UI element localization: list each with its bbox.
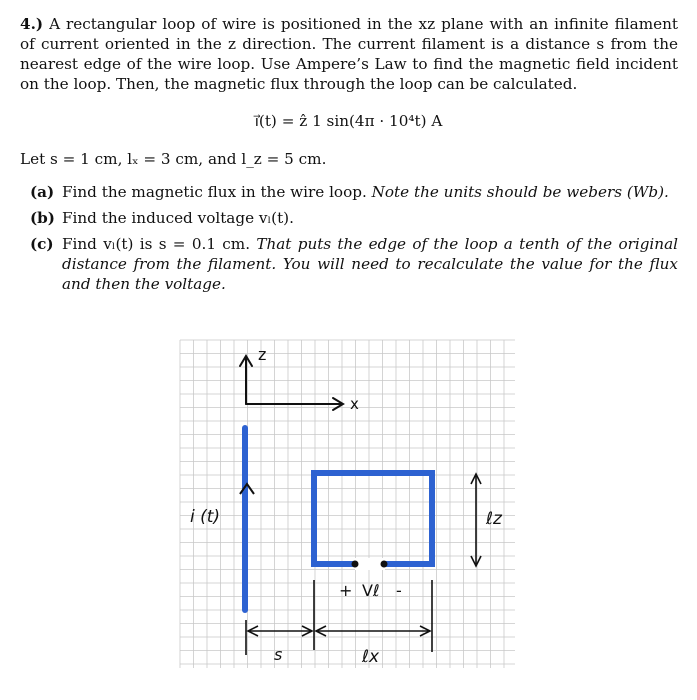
part-note: That puts the edge of the loop a tenth of the original distance from the filament. You will need to recalculate the value for the flux and then the voltage. (62, 235, 678, 293)
graph-paper-grid (180, 340, 515, 668)
problem-number: 4.) (20, 15, 44, 33)
terminal-left (352, 561, 359, 568)
wire-loop (314, 473, 432, 564)
lx-label: ℓx (362, 647, 380, 667)
current-label: i (t) (190, 507, 221, 527)
x-axis-label: x (350, 395, 359, 413)
problem-text: A rectangular loop of wire is positioned in the xz plane with an infinite filament of current oriented in the z direction. The current filament is a distance s from the nearest edge of the wire loop. Use Ampere’s Law to find the magnetic field incident on the loop. Then, the magnetic flux through the loop can be calculated. (20, 15, 678, 93)
plus-sign: + (339, 581, 353, 600)
part-note: Note the units should be webers (Wb). (371, 183, 669, 201)
part-label: (c) (30, 235, 54, 253)
coordinate-axes (240, 356, 343, 410)
part-label: (b) (30, 209, 55, 227)
part-text: Find vₗ(t) is s = 0.1 cm. (62, 235, 251, 253)
part-text: Find the magnetic flux in the wire loop. (62, 183, 367, 201)
lz-label: ℓz (486, 509, 502, 529)
current-equation: i⃗(t) = ẑ 1 sin(4π · 10⁴t) A (254, 112, 443, 130)
minus-sign: - (396, 581, 402, 600)
lz-dimension (471, 474, 481, 566)
terminal-right (381, 561, 388, 568)
voltage-label: Vℓ (362, 581, 380, 600)
part-text: Find the induced voltage vₗ(t). (62, 209, 294, 227)
part-label: (a) (30, 183, 55, 201)
z-axis-label: z (258, 345, 267, 364)
given-values: Let s = 1 cm, lₓ = 3 cm, and l_z = 5 cm. (20, 150, 327, 168)
s-label: s (274, 645, 283, 664)
